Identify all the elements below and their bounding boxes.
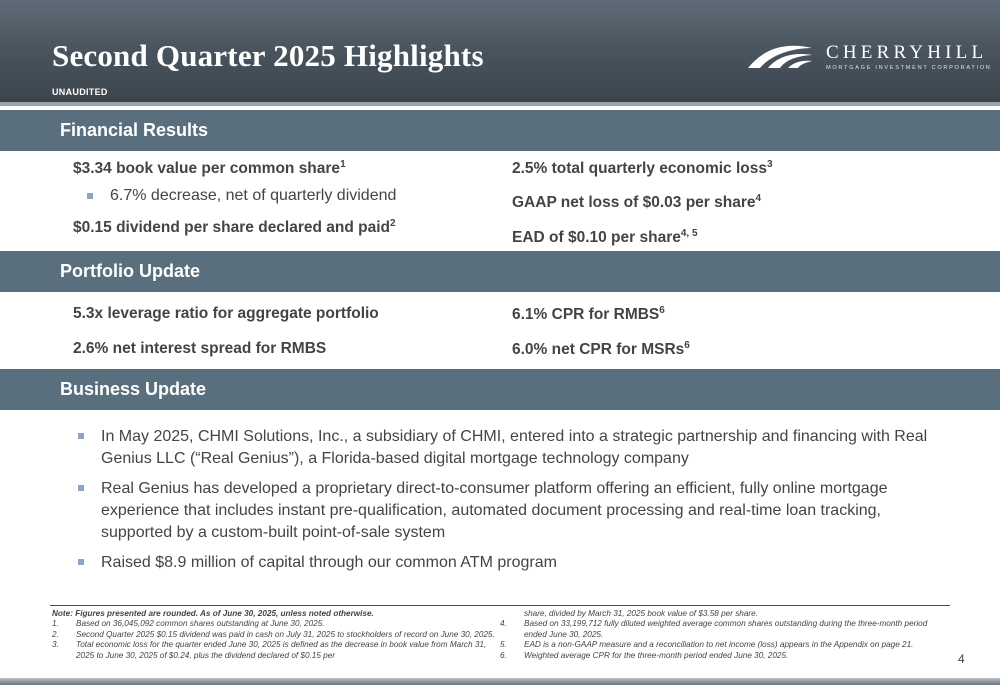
business-bullet-3: Raised $8.9 million of capital through our common ATM program [101, 554, 557, 571]
footnote-3: 3. Total economic loss for the quarter ended June 30, 2025 is defined as the decrease in book value from March 31, 2025 to June 30, 2025 of $0.24, plus the dividend declared of $0.15 per [52, 640, 487, 660]
header-divider [0, 102, 1000, 106]
book-value-change: 6.7% decrease, net of quarterly dividend [110, 187, 397, 204]
economic-loss-item: 2.5% total quarterly economic loss$^3$ [512, 159, 773, 177]
footnote-2: 2. Second Quarter 2025 $0.15 dividend was paid in cash on July 31, 2025 to stockholders of record on June 30, 2025. [52, 629, 495, 639]
footnote-4: 4. Based on 33,199,712 fully diluted weighted average common shares outstanding during the three-month period ended June 30, 2025. [500, 619, 928, 639]
portfolio-update-heading: Portfolio Update [60, 261, 200, 281]
financial-results-heading: Financial Results [60, 120, 209, 140]
financial-results-band [0, 110, 1000, 151]
footnote-divider [50, 605, 950, 606]
cpr-rmbs-item: 6.1% CPR for RMBS$^6$ [512, 305, 665, 323]
square-bullet-icon [87, 193, 93, 199]
company-logo [746, 42, 996, 74]
unaudited-label: UNAUDITED [52, 87, 108, 97]
page-number: 4 [958, 652, 965, 666]
business-update-heading: Business Update [60, 379, 207, 399]
ead-item: EAD of $0.10 per share$^{4, 5}$ [512, 228, 698, 246]
logo-wordmark: CHERRYHILL [826, 42, 988, 63]
footnote-note: Note: Figures presented are rounded. As of June 30, 2025, unless noted otherwise. [52, 609, 374, 618]
footnotes-left [52, 609, 498, 661]
business-bullet-1: In May 2025, CHMI Solutions, Inc., a subsidiary of CHMI, entered into a strategic partnership and financing with Real Genius LLC (“Real Genius”), a Florida-based digital mortgage technology company [101, 428, 928, 467]
footnote-6: 6. Weighted average CPR for the three-month period ended June 30, 2025. [500, 650, 789, 660]
business-bullet-2: Real Genius has developed a proprietary direct-to-consumer platform offering an efficient, fully online mortgage experience that includes instant pre-qualification, automated document processing and real-time loan tracking, supported by a custom-built point-of-sale system [101, 480, 888, 541]
leverage-ratio-item: 5.3x leverage ratio for aggregate portfolio [73, 305, 379, 322]
portfolio-update-band [0, 251, 1000, 292]
square-bullet-icon [78, 559, 84, 565]
page-title: Second Quarter 2025 Highlights [52, 38, 484, 73]
book-value-item: $3.34 book value per common share$^1$ [73, 159, 346, 177]
logo-tagline: MORTGAGE INVESTMENT CORPORATION [826, 65, 992, 71]
footnotes-right [500, 609, 948, 661]
business-update-band [0, 369, 1000, 410]
square-bullet-icon [78, 485, 84, 491]
footnote-1: 1. Based on 36,045,092 common shares outstanding at June 30, 2025. [52, 619, 325, 629]
net-cpr-msrs-item: 6.0% net CPR for MSRs$^6$ [512, 340, 690, 358]
footnote-5: 5. EAD is a non-GAAP measure and a reconciliation to net income (loss) appears in the Appendix on page 21. [500, 640, 914, 650]
bottom-bar [0, 678, 1000, 685]
dividend-item: $0.15 dividend per share declared and paid$^2$ [73, 218, 396, 236]
square-bullet-icon [78, 433, 84, 439]
footnote-3-continued: share, divided by March 31, 2025 book value of $3.58 per share. [524, 609, 758, 618]
gaap-net-loss-item: GAAP net loss of $0.03 per share$^4$ [512, 193, 762, 211]
net-interest-spread-item: 2.6% net interest spread for RMBS [73, 340, 327, 357]
hill-logo-icon [746, 42, 816, 70]
